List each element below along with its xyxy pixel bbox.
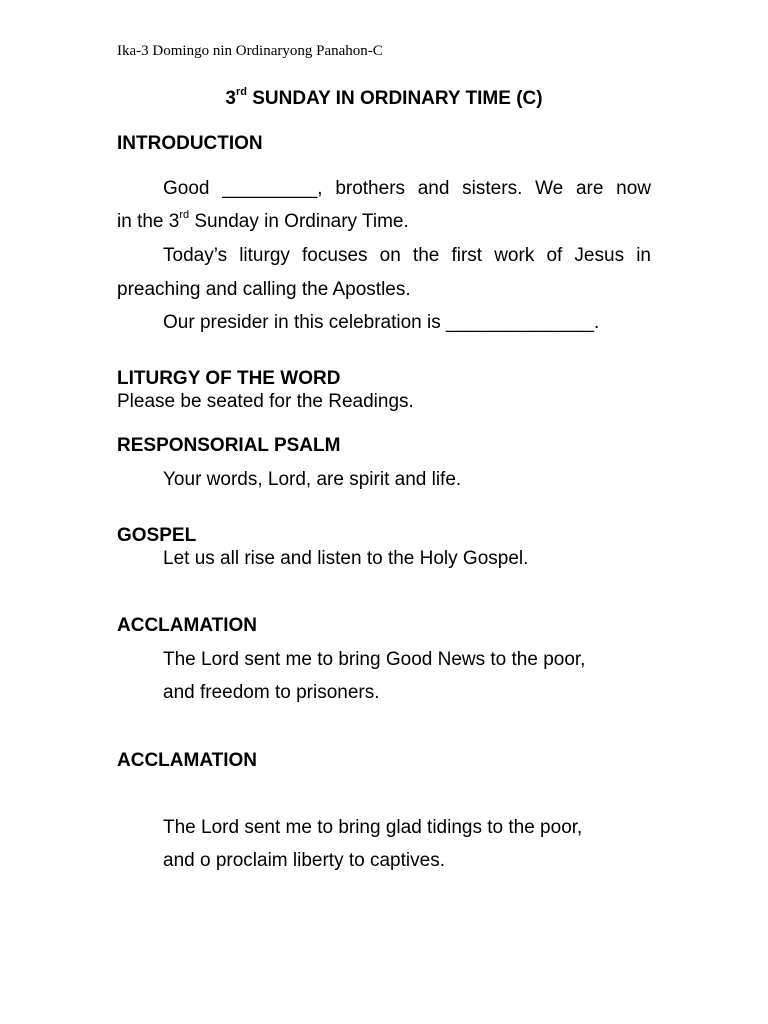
intro-line2-prefix: in the 3 (117, 211, 180, 232)
acclamation-2-line-2: and o proclaim liberty to captives. (163, 850, 445, 871)
intro-line2-suffix: Sunday in Ordinary Time. (189, 211, 409, 232)
gospel-text: Let us all rise and listen to the Holy Gospel. (163, 548, 529, 569)
introduction-paragraph-2-line-1: Today’s liturgy focuses on the first work of Jesus in (163, 245, 651, 266)
title-superscript: rd (235, 85, 247, 98)
introduction-paragraph-3: Our presider in this celebration is ______________. (163, 312, 600, 333)
acclamation-1-line-1: The Lord sent me to bring Good News to the poor, (163, 649, 586, 670)
introduction-paragraph-2-line-2: preaching and calling the Apostles. (117, 279, 411, 300)
title-rest: SUNDAY IN ORDINARY TIME (C) (246, 88, 543, 109)
gospel-heading: GOSPEL (117, 525, 197, 546)
intro-line2-superscript: rd (179, 208, 190, 221)
acclamation-heading-2: ACCLAMATION (117, 750, 258, 771)
introduction-paragraph-1-line-2 (117, 208, 409, 233)
introduction-heading: INTRODUCTION (117, 133, 263, 154)
page-title (0, 85, 768, 110)
acclamation-2-line-1: The Lord sent me to bring glad tidings to the poor, (163, 817, 583, 838)
liturgy-of-the-word-heading: LITURGY OF THE WORD (117, 368, 341, 389)
title-number: 3 (225, 88, 236, 109)
acclamation-1-line-2: and freedom to prisoners. (163, 682, 380, 703)
introduction-paragraph-1-line-1: Good _________, brothers and sisters. We are now (163, 178, 651, 199)
acclamation-heading-1: ACCLAMATION (117, 615, 258, 636)
running-header: Ika-3 Domingo nin Ordinaryong Panahon-C (117, 43, 383, 59)
responsorial-psalm-heading: RESPONSORIAL PSALM (117, 435, 341, 456)
liturgy-of-the-word-text: Please be seated for the Readings. (117, 391, 414, 412)
responsorial-psalm-text: Your words, Lord, are spirit and life. (163, 469, 462, 490)
